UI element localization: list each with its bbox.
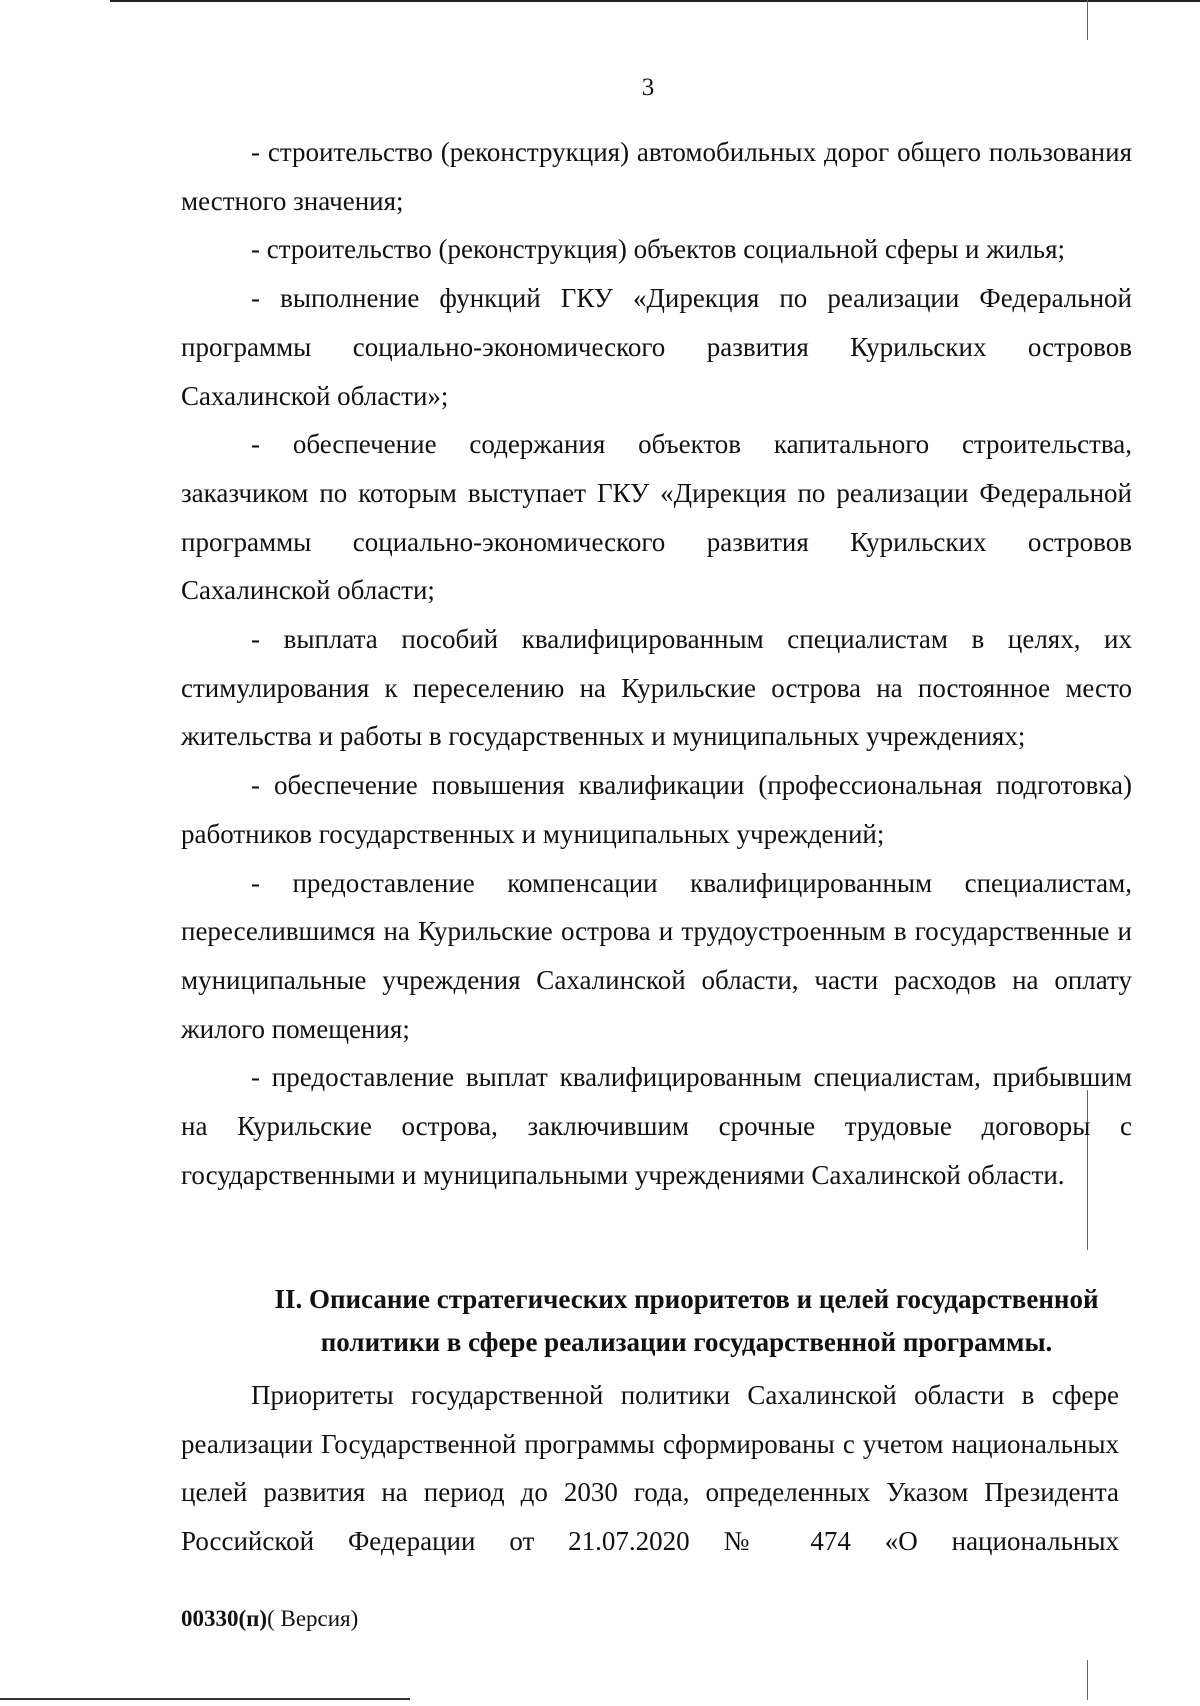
scan-edge-top (110, 0, 1200, 2)
list-item: - выплата пособий квалифицированным специалистам в целях, их стимулирования к переселению на Курильские острова на постоянное место жительства и работы в государственных и муниципальных учреждениях; (181, 624, 1132, 752)
list-item: - выполнение функций ГКУ «Дирекция по реализации Федеральной программы социально-экономического развития Курильских островов Сахалинской области»; (181, 283, 1132, 411)
list-block (181, 128, 1132, 1199)
document-version: ( Версия) (267, 1606, 359, 1631)
page-number: 3 (641, 74, 655, 101)
scan-edge-bottom (0, 1698, 410, 1700)
scan-mark-right (1087, 0, 1088, 40)
scan-mark-right (1087, 1660, 1088, 1700)
document-footer (181, 1606, 358, 1632)
list-item: - предоставление компенсации квалифицированным специалистам, переселившимся на Курильские острова и трудоустроенным в государственные и муниципальные учреждения Сахалинской области, части расходов на оплату жилого помещения; (181, 867, 1132, 1044)
document-code: 00330(п) (181, 1606, 268, 1631)
section-heading-line: II. Описание стратегических приоритетов и целей государственной (274, 1284, 1099, 1314)
body-paragraph: Приоритеты государственной политики Сахалинской области в сфере реализации Государственной программы сформированы с учетом национальных целей развития на период до 2030 года, определенных Указом Президента Российской Федерации от 21.07.2020 № 474 «О национальных (181, 1380, 1119, 1557)
list-item: - обеспечение повышения квалификации (профессиональная подготовка) работников государственных и муниципальных учреждений; (181, 770, 1132, 849)
list-item: - обеспечение содержания объектов капитального строительства, заказчиком по которым выступает ГКУ «Дирекция по реализации Федеральной программы социально-экономического развития Курильских островов Сахалинской области; (181, 429, 1132, 606)
body-paragraph-block (181, 1371, 1119, 1566)
section-heading-line: политики в сфере реализации государственной программы. (320, 1327, 1053, 1357)
section-heading (181, 1278, 1132, 1364)
list-item: - строительство (реконструкция) автомобильных дорог общего пользования местного значения; (181, 137, 1132, 216)
list-item: - предоставление выплат квалифицированным специалистам, прибывшим на Курильские острова, заключившим срочные трудовые договоры с государственными и муниципальными учреждениями Сахалинской области. (181, 1062, 1132, 1190)
list-item: - строительство (реконструкция) объектов социальной сферы и жилья; (251, 234, 1066, 265)
